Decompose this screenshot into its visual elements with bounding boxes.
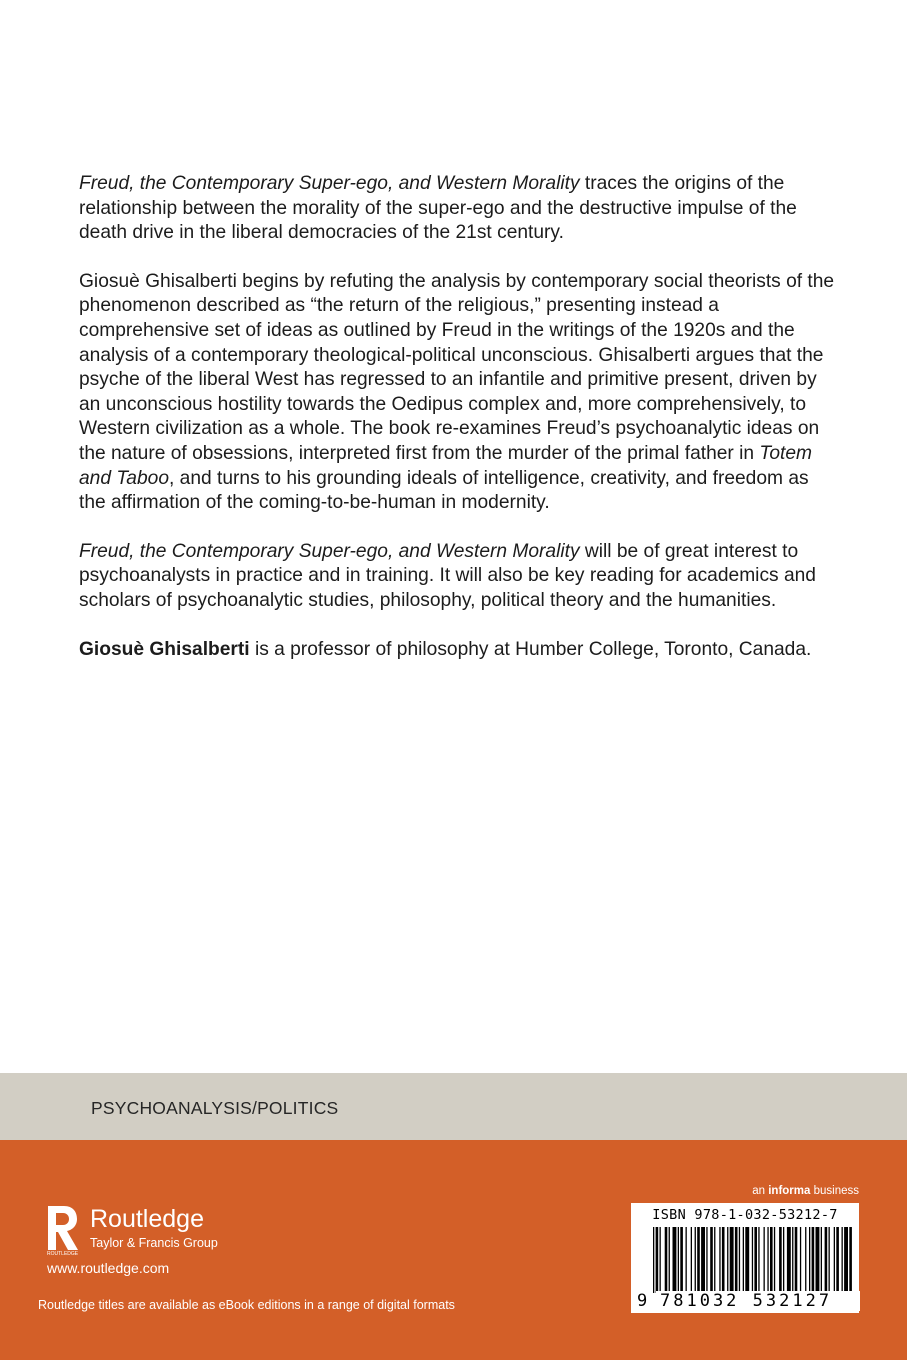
barcode-bar [783, 1227, 784, 1293]
barcode-bar [691, 1227, 692, 1293]
description-paragraph-2: Giosuè Ghisalberti begins by refuting the analysis by contemporary social theorists of the phenomenon described as “the return of the religious,” presenting instead a comprehensive set of ideas as outlined by Freud in the writings of the 1920s and the analysis of a contemporary theological-political unconscious. Ghisalberti argues that the psyche of the liberal West has regressed to an infantile and primitive present, driven by an unconscious hostility towards the Oedipus complex and, more comprehensively, to Western civilization as a whole. The book re-examines Freud’s psychoanalytic ideas on the nature of obsessions, interpreted first from the murder of the primal father in Totem and Taboo, and turns to his grounding ideals of intelligence, creativity, and freedom as the affirmation of the coming-to-be-human in modernity. [79, 270, 835, 514]
ebook-note: Routledge titles are available as eBook editions in a range of digital formats [38, 1298, 455, 1312]
back-cover-description [79, 172, 839, 686]
barcode-bar [821, 1227, 822, 1293]
barcode-bar [678, 1227, 679, 1293]
barcode-bar [754, 1227, 757, 1293]
barcode-bar [752, 1227, 753, 1293]
barcode-bar [834, 1227, 835, 1293]
barcode-bar [812, 1227, 815, 1293]
barcode-bar [842, 1227, 843, 1293]
barcode-bar [686, 1227, 687, 1293]
publisher-footer [0, 1140, 907, 1360]
book-title-italic: Freud, the Contemporary Super-ego, and Western Morality [79, 173, 580, 194]
barcode-first-digit: 9 [637, 1291, 648, 1311]
barcode-bar [743, 1227, 744, 1293]
author-name: Giosuè Ghisalberti [79, 638, 250, 660]
category-band [0, 1073, 907, 1140]
barcode-bar [816, 1227, 820, 1293]
barcode-bar [656, 1227, 659, 1293]
publisher-name: Routledge [90, 1205, 204, 1233]
barcode-bar [730, 1227, 734, 1293]
description-paragraph-1: Freud, the Contemporary Super-ego, and Western Morality traces the origins of the relationship between the morality of the super-ego and the destructive impulse of the death drive in the liberal democracies of the 21st century. [79, 173, 797, 244]
barcode-bar [680, 1227, 683, 1293]
barcode-bar [745, 1227, 749, 1293]
barcode-bar [800, 1227, 801, 1293]
barcode-bar [719, 1227, 720, 1293]
barcode-bar [714, 1227, 715, 1293]
barcode-bar [809, 1227, 810, 1293]
barcode-bar [735, 1227, 738, 1293]
barcode-bar [844, 1227, 848, 1293]
barcode-bar [739, 1227, 740, 1293]
publisher-website: www.routledge.com [47, 1260, 170, 1276]
barcode-bar [787, 1227, 791, 1293]
barcode-bar [792, 1227, 793, 1293]
barcode-bar [795, 1227, 798, 1293]
barcode-bar [849, 1227, 852, 1293]
isbn-barcode [631, 1203, 859, 1313]
subject-category: PSYCHOANALYSIS/POLITICS [91, 1098, 339, 1118]
barcode-bar [779, 1227, 782, 1293]
barcode-digits: 781032 532127 [656, 1291, 860, 1311]
barcode-bar [774, 1227, 775, 1293]
barcode-bar [660, 1227, 661, 1293]
barcode-bar [767, 1227, 768, 1293]
barcode-bar [758, 1227, 759, 1293]
routledge-r-logo-icon [46, 1206, 78, 1256]
svg-text:ROUTLEDGE: ROUTLEDGE [47, 1251, 78, 1256]
barcode-bar [764, 1227, 765, 1293]
book-title-italic: Freud, the Contemporary Super-ego, and Western Morality [79, 540, 580, 562]
barcode-bar [727, 1227, 728, 1293]
barcode-bar [722, 1227, 725, 1293]
isbn-label: ISBN 978-1-032-53212-7 [652, 1207, 838, 1223]
barcode-bar [836, 1227, 839, 1293]
informa-tagline: an informa business [752, 1185, 859, 1197]
publisher-group: Taylor & Francis Group [90, 1236, 218, 1250]
barcode-bar [669, 1227, 670, 1293]
description-paragraph-3: Freud, the Contemporary Super-ego, and Western Morality will be of great interest to psychoanalysts in practice and in training. It will also be key reading for academics and scholars of psychoanalytic studies, philosophy, political theory and the humanities. [79, 540, 816, 611]
barcode-bars [631, 1225, 859, 1295]
barcode-bar [770, 1227, 773, 1293]
barcode-bar [829, 1227, 830, 1293]
barcode-bar [825, 1227, 828, 1293]
barcode-bar [665, 1227, 668, 1293]
barcode-bar [653, 1227, 654, 1293]
barcode-bar [673, 1227, 677, 1293]
barcode-bar [701, 1227, 705, 1293]
barcode-bar [695, 1227, 696, 1293]
barcode-bar [710, 1227, 713, 1293]
barcode-bar [697, 1227, 700, 1293]
barcode-bar [805, 1227, 806, 1293]
author-bio: Giosuè Ghisalberti is a professor of philosophy at Humber College, Toronto, Canada. [79, 638, 812, 660]
totem-and-taboo-italic: Totem and Taboo [79, 442, 813, 489]
barcode-bar [706, 1227, 707, 1293]
